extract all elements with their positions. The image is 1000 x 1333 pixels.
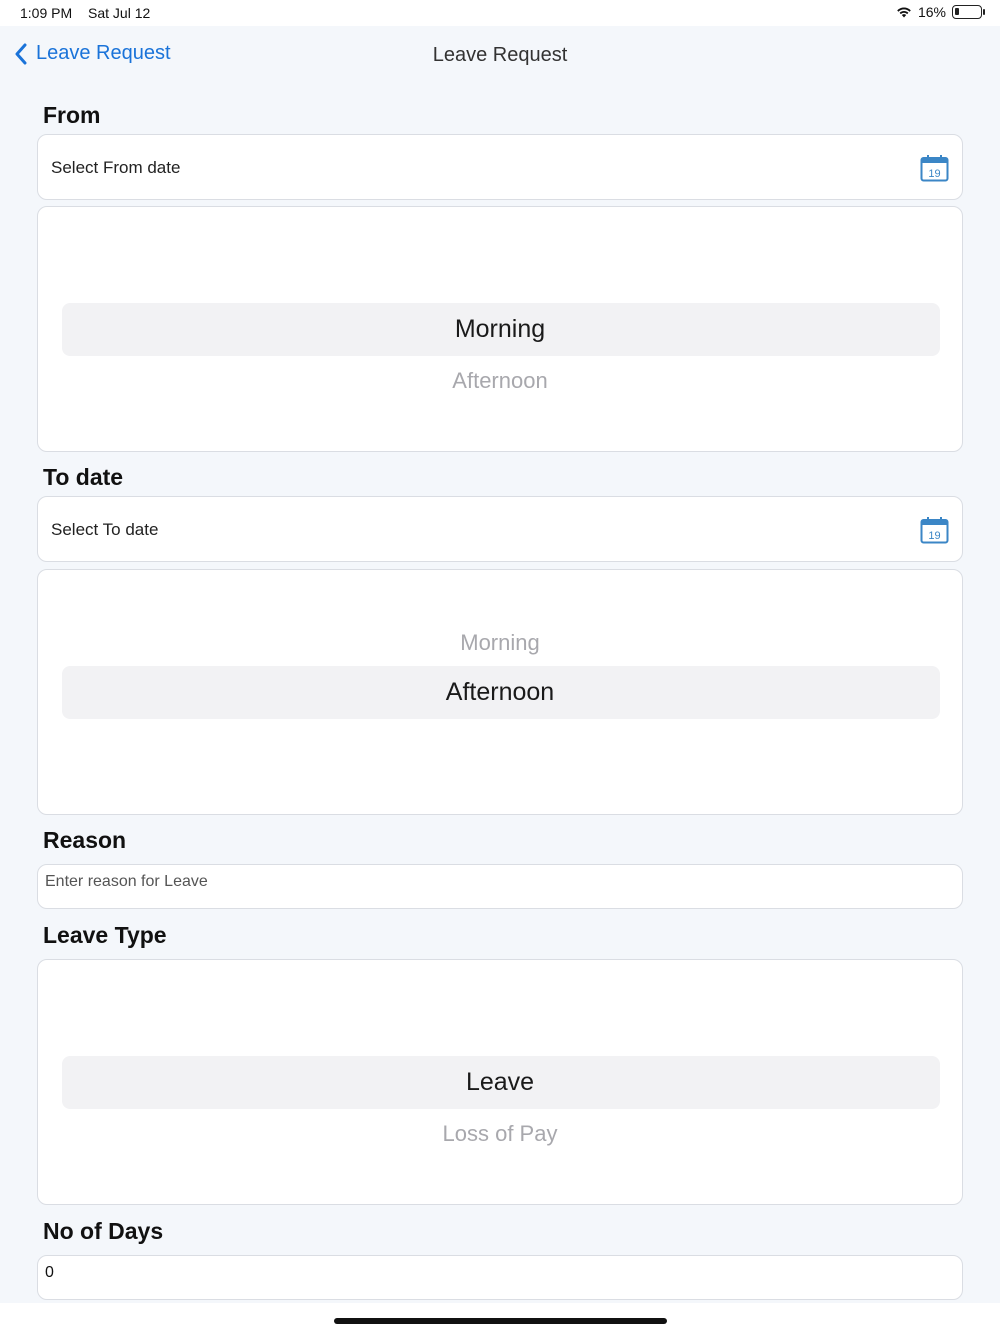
status-bar <box>0 0 1000 26</box>
from-session-picker[interactable] <box>37 206 963 452</box>
status-time: 1:09 PM <box>20 5 73 21</box>
from-date-placeholder: Select From date <box>51 158 181 177</box>
home-indicator[interactable] <box>334 1318 667 1324</box>
no-of-days-input[interactable] <box>37 1255 963 1300</box>
no-of-days-label: No of Days <box>43 1218 164 1244</box>
reason-placeholder: Enter reason for Leave <box>45 873 208 890</box>
calendar-day: 19 <box>928 168 941 180</box>
reason-label: Reason <box>43 827 127 853</box>
status-indicators <box>896 4 982 20</box>
calendar-day: 19 <box>928 530 941 542</box>
battery-level <box>955 8 959 15</box>
from-option-morning[interactable]: Morning <box>454 315 546 343</box>
from-option-afternoon[interactable]: Afternoon <box>452 368 548 393</box>
from-label: From <box>43 102 101 128</box>
calendar-icon[interactable] <box>920 516 949 544</box>
page-title: Leave Request <box>432 44 568 66</box>
to-option-morning[interactable]: Morning <box>460 630 540 655</box>
status-date: Sat Jul 12 <box>88 5 151 21</box>
leave-type-option-loss-of-pay[interactable]: Loss of Pay <box>442 1121 558 1146</box>
to-option-afternoon[interactable]: Afternoon <box>445 678 555 706</box>
navigation-bar <box>0 26 1000 84</box>
back-label: Leave Request <box>36 42 171 64</box>
from-date-field[interactable] <box>37 134 963 200</box>
reason-input[interactable] <box>37 864 963 909</box>
leave-type-label: Leave Type <box>43 922 167 948</box>
calendar-icon[interactable] <box>920 154 949 182</box>
to-date-label: To date <box>43 464 124 490</box>
battery-percent: 16% <box>917 4 946 20</box>
wifi-icon <box>896 6 912 18</box>
leave-type-option-leave[interactable]: Leave <box>465 1068 535 1096</box>
leave-type-picker[interactable] <box>37 959 963 1205</box>
to-date-field[interactable] <box>37 496 963 562</box>
no-of-days-value: 0 <box>45 1264 54 1281</box>
battery-icon <box>952 5 982 19</box>
to-session-picker[interactable] <box>37 569 963 815</box>
to-date-placeholder: Select To date <box>51 520 159 539</box>
